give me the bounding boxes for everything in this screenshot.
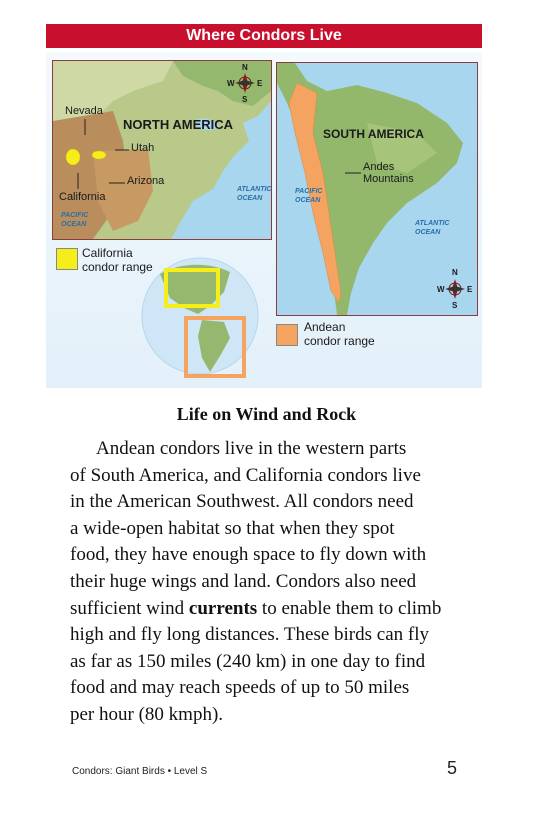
paragraph-line: per hour (80 kmph). [70, 703, 224, 725]
compass-w: W [227, 79, 235, 88]
paragraph-text: to enable them to climb [257, 597, 442, 619]
glossary-term-currents: currents [188, 597, 258, 619]
paragraph-text: sufficient wind [70, 597, 189, 619]
map-title-banner: Where Condors Live [46, 24, 482, 48]
arizona-label: Arizona [127, 175, 165, 187]
nevada-label: Nevada [65, 105, 103, 117]
utah-label: Utah [131, 142, 155, 154]
compass-e: E [257, 79, 263, 88]
paragraph-line: high and fly long distances. These birds can fly [70, 624, 429, 646]
south-america-map [276, 62, 478, 316]
paragraph-line: their huge wings and land. Condors also need [70, 570, 417, 592]
paragraph-line: as far as 150 miles (240 km) in one day to find [70, 650, 426, 672]
california-label: California [59, 191, 106, 203]
body-paragraph [70, 436, 490, 729]
compass-n: N [452, 268, 458, 277]
compass-e: E [467, 285, 473, 294]
north-america-label: NORTH AMERICA [123, 117, 234, 132]
atlantic-ocean-label: ATLANTIC OCEAN [237, 186, 272, 202]
paragraph-line: in the American Southwest. All condors need [70, 491, 414, 513]
footer-book-title: Condors: Giant Birds • Level S [72, 766, 208, 777]
compass-rose-icon [445, 279, 465, 299]
paragraph-line: food and may reach speeds of up to 50 miles [70, 677, 410, 699]
paragraph-line: food, they have enough space to fly down with [70, 544, 427, 566]
andean-legend-label: Andean condor range [304, 320, 375, 348]
map-figure [46, 52, 482, 388]
compass-s: S [242, 95, 248, 104]
page-number: 5 [447, 758, 458, 778]
north-america-map [52, 60, 272, 240]
compass-n: N [242, 63, 248, 72]
pacific-ocean-label: PACIFIC OCEAN [295, 188, 323, 204]
compass-s: S [452, 301, 458, 310]
paragraph-line [70, 596, 490, 623]
paragraph-line: of South America, and California condors live [70, 464, 421, 486]
section-heading: Life on Wind and Rock [176, 404, 357, 424]
paragraph-line: a wide-open habitat so that when they spot [70, 517, 395, 539]
atlantic-ocean-label: ATLANTIC OCEAN [415, 220, 450, 236]
andes-mountains-label: Andes Mountains [363, 161, 414, 185]
pacific-ocean-label: PACIFIC OCEAN [61, 212, 89, 228]
california-legend-label: California condor range [82, 246, 153, 274]
andean-legend-swatch [276, 324, 298, 346]
paragraph-line: Andean condors live in the western parts [96, 438, 407, 459]
compass-w: W [437, 285, 445, 294]
california-legend-swatch [56, 248, 78, 270]
south-america-label: SOUTH AMERICA [323, 127, 424, 141]
globe-locator [140, 248, 264, 380]
